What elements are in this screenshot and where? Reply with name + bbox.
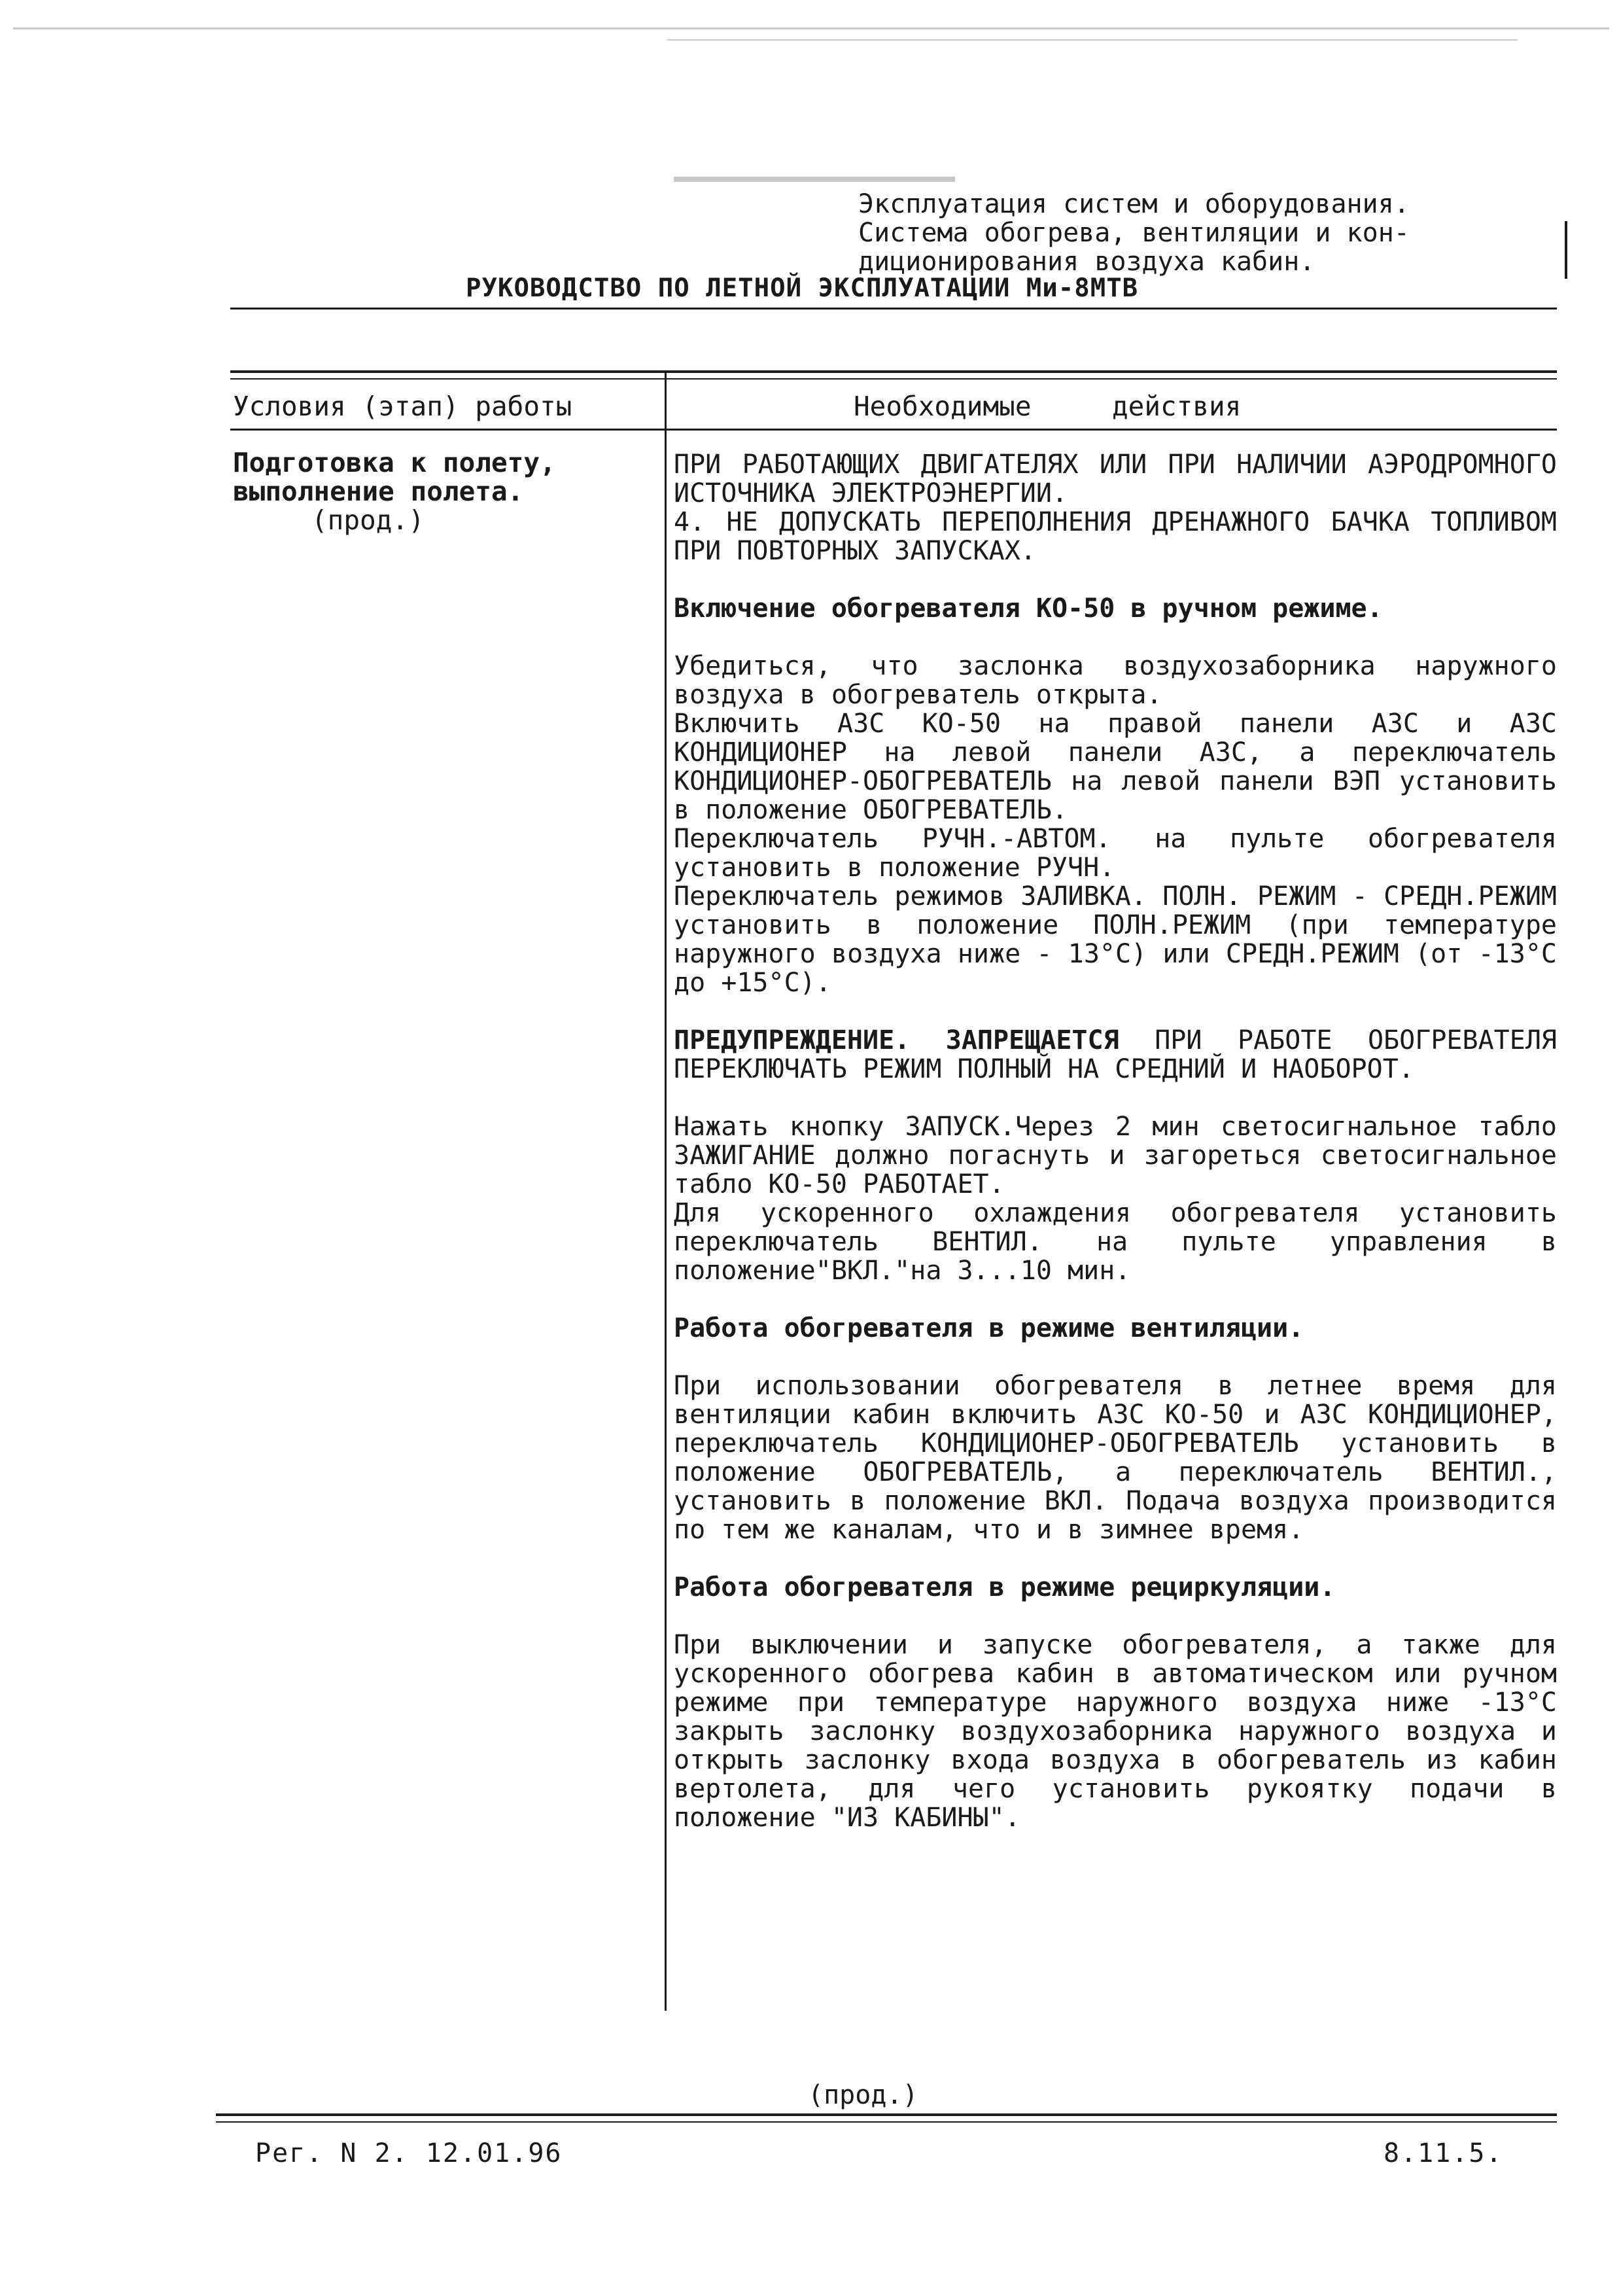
warning — [674, 1026, 1557, 1084]
continued-label: (прод.) — [808, 2080, 918, 2110]
stage-line: выполнение полета. — [233, 476, 524, 507]
margin-bar — [1565, 221, 1567, 279]
subheading: Включение обогревателя КО-50 в ручном режиме. — [674, 593, 1383, 624]
actions-cell — [674, 450, 1557, 1832]
paragraph: Переключатель РУЧН.-АВТОМ. на пульте обогревателя установить в положение РУЧН. — [674, 824, 1557, 883]
table-top-rule — [230, 370, 1557, 373]
header-row-rule — [230, 429, 1557, 431]
scan-noise — [13, 27, 1609, 29]
section-title-line: Система обогрева, вентиляции и кон- — [858, 218, 1410, 248]
footer-rule — [216, 2113, 1557, 2116]
subheading: Работа обогревателя в режиме рециркуляции. — [674, 1572, 1336, 1602]
section-title-line: Эксплуатация систем и оборудования. — [858, 189, 1410, 219]
paragraph: Убедиться, что заслонка воздухозаборника наружного воздуха в обогреватель открыта. — [674, 651, 1557, 710]
paragraph: Переключатель режимов ЗАЛИВКА. ПОЛН. РЕЖИМ - СРЕДН.РЕЖИМ установить в положение ПОЛН.РЕЖИМ (при температуре наружного воздуха ниже - 13°С) или СРЕДН.РЕЖИМ (от -13°С до +15°С). — [674, 881, 1557, 998]
paragraph: При выключении и запуске обогревателя, а также для ускоренного обогрева кабин в автоматическом или ручном режиме при температуре наружного воздуха ниже -13°С закрыть заслонку воздухозаборника наружного воздуха и открыть заслонку входа воздуха в обогреватель из кабин вертолета, для чего установить рукоятку подачи в положение "ИЗ КАБИНЫ". — [674, 1630, 1557, 1833]
header-rule — [230, 308, 1557, 309]
paragraph: ПРИ РАБОТАЮЩИХ ДВИГАТЕЛЯХ ИЛИ ПРИ НАЛИЧИИ АЭРОДРОМНОГО ИСТОЧНИКА ЭЛЕКТРОЭНЕРГИИ. — [674, 450, 1557, 508]
column-divider — [665, 372, 667, 2011]
paragraph: 4. НЕ ДОПУСКАТЬ ПЕРЕПОЛНЕНИЯ ДРЕНАЖНОГО БАЧКА ТОПЛИВОМ ПРИ ПОВТОРНЫХ ЗАПУСКАХ. — [674, 507, 1557, 566]
paragraph: Для ускоренного охлаждения обогревателя установить переключатель ВЕНТИЛ. на пульте управления в положение"ВКЛ."на 3...10 мин. — [674, 1198, 1557, 1286]
column-header-actions: Необходимые действия — [854, 391, 1242, 422]
registration-number: Рег. N 2. 12.01.96 — [255, 2138, 563, 2168]
warning-label: ПРЕДУПРЕЖДЕНИЕ. ЗАПРЕЩАЕТСЯ — [674, 1025, 1119, 1055]
paragraph: Включить АЗС КО-50 на правой панели АЗС и АЗС КОНДИЦИОНЕР на левой панели АЗС, а переключатель КОНДИЦИОНЕР-ОБОГРЕВАТЕЛЬ на левой панели ВЭП установить в положение ОБОГРЕВАТЕЛЬ. — [674, 709, 1557, 825]
section-title — [858, 190, 1558, 276]
scan-noise — [667, 39, 1518, 41]
paragraph: При использовании обогревателя в летнее время для вентиляции кабин включить АЗС КО-50 и АЗС КОНДИЦИОНЕР, переключатель КОНДИЦИОНЕР-ОБОГРЕВАТЕЛЬ установить в положение ОБОГРЕВАТЕЛЬ, а переключатель ВЕНТИЛ., установить в положение ВКЛ. Подача воздуха производится по тем же каналам, что и в зимнее время. — [674, 1371, 1557, 1545]
stage-cell — [233, 448, 556, 535]
footer-rule-2 — [216, 2121, 1557, 2123]
warning-text: ПРИ РАБОТЕ ОБОГРЕВАТЕЛЯ ПЕРЕКЛЮЧАТЬ РЕЖИМ ПОЛНЫЙ НА СРЕДНИЙ И НАОБОРОТ. — [674, 1025, 1557, 1084]
stage-line: Подготовка к полету, — [233, 447, 556, 478]
table-top-rule-2 — [230, 378, 1557, 380]
page-number: 8.11.5. — [1384, 2138, 1503, 2168]
section-title-line: диционирования воздуха кабин. — [858, 247, 1315, 277]
stage-continued: (прод.) — [311, 504, 425, 536]
manual-title: РУКОВОДСТВО ПО ЛЕТНОЙ ЭКСПЛУАТАЦИИ Ми-8МТВ — [466, 274, 1139, 303]
paragraph: Нажать кнопку ЗАПУСК.Через 2 мин светосигнальное табло ЗАЖИГАНИЕ должно погаснуть и загореться светосигнальное табло КО-50 РАБОТАЕТ. — [674, 1112, 1557, 1199]
column-header-conditions: Условия (этап) работы — [233, 391, 572, 422]
scan-noise — [674, 177, 955, 182]
subheading: Работа обогревателя в режиме вентиляции. — [674, 1313, 1304, 1343]
